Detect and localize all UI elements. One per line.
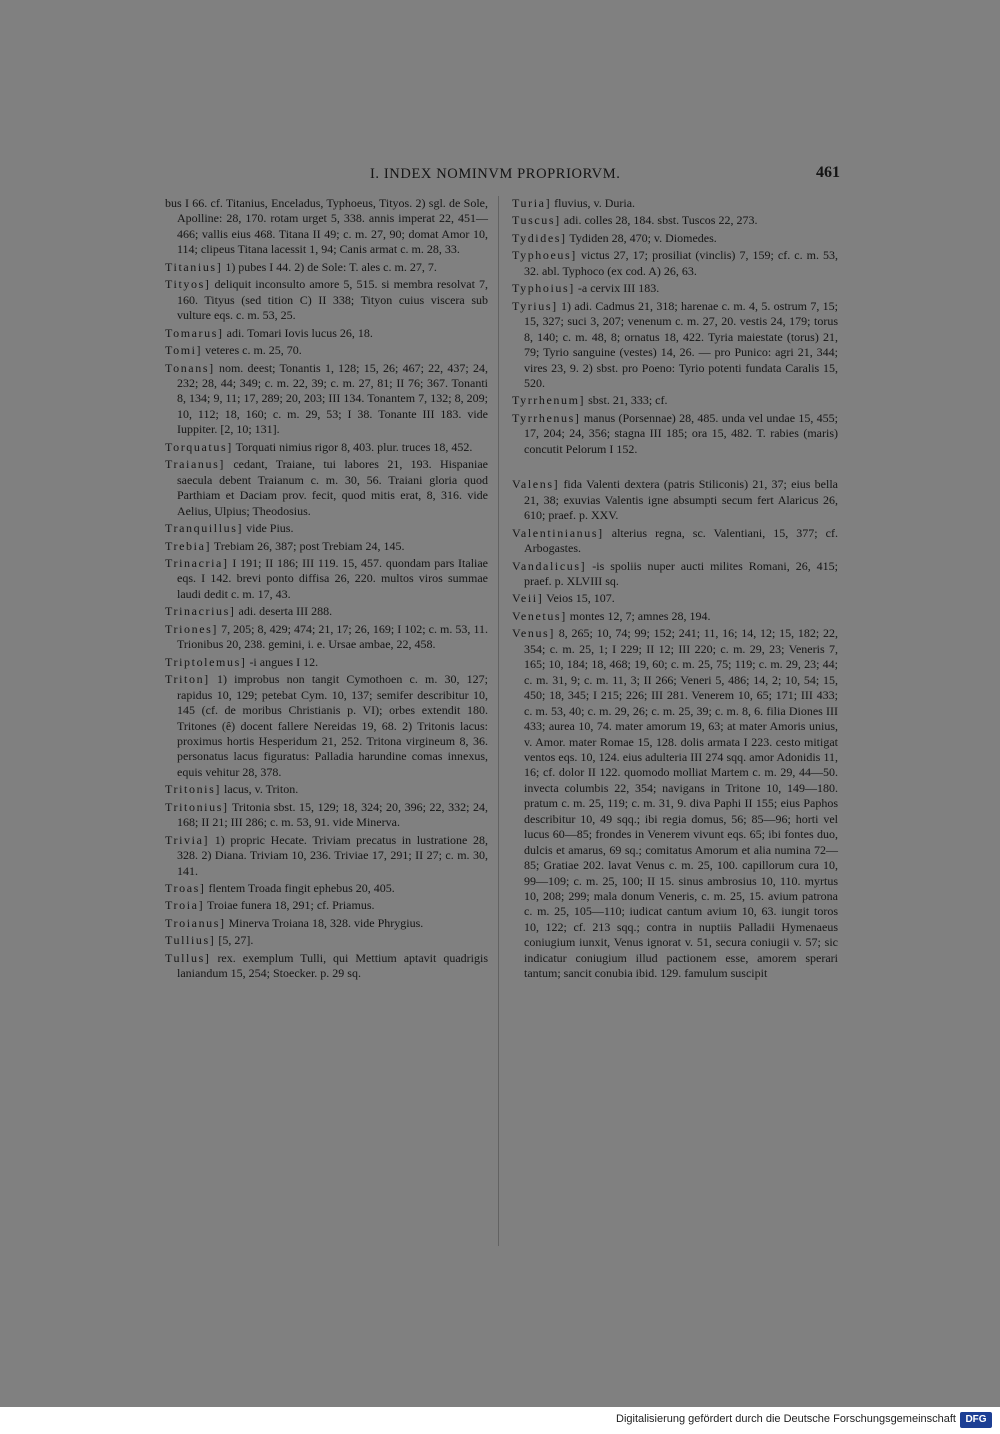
entry-text: fida Valenti dextera (patris Stiliconis) 21, 37; eius bella 21, 38; exuvias Valentis igne absumpti secum fert Alaricus 26, 610; praef. p. XXV.	[524, 477, 838, 523]
entry-lemma: Tritonis]	[165, 782, 221, 797]
entry-lemma: Trebia]	[165, 538, 212, 553]
index-entry	[165, 343, 488, 358]
entry-lemma: Venus]	[512, 626, 555, 641]
index-entry	[165, 833, 488, 879]
entry-lemma: Veii]	[512, 591, 544, 606]
entry-lemma: Tomi]	[165, 343, 203, 358]
entry-text: sbst. 21, 333; cf.	[588, 393, 668, 408]
entry-lemma: Tydides]	[512, 230, 567, 245]
entry-text: Tritonia sbst. 15, 129; 18, 324; 20, 396; 22, 332; 24, 168; II 21; III 286; c. m. 53, 91. vide Minerva.	[177, 799, 488, 830]
entry-text: Minerva Troiana 18, 328. vide Phrygius.	[228, 915, 424, 930]
entry-text: -i angues I 12.	[249, 654, 319, 669]
entry-lemma: Troas]	[165, 881, 206, 896]
index-entry	[165, 361, 488, 438]
index-entry	[512, 526, 838, 557]
entry-text: vide Pius.	[246, 521, 294, 536]
entry-text: rex. exemplum Tulli, qui Mettium aptavit quadrigis laniandum 15, 254; Stoecker. p. 29 sq.	[177, 950, 488, 981]
entry-text: manus (Porsennae) 28, 485. unda vel undae 15, 455; 17, 204; 24, 356; stagna III 185; ora 15, 482. T. rabies (maris) concutit Pelorum I 152.	[524, 410, 838, 456]
index-entry	[165, 898, 488, 913]
entry-lemma: Triones]	[165, 621, 219, 636]
entry-text: deliquit inconsulto amore 5, 515. si membra resolvat 7, 160. Tityus (sed tition C) II 338; Tityon cuius viscera sub vulture eqs. c. m. 53, 25.	[177, 277, 489, 323]
entry-lemma: Troia]	[165, 898, 205, 913]
index-column-right	[512, 196, 838, 984]
entry-text: Veios 15, 107.	[546, 591, 615, 606]
index-entry	[165, 655, 488, 670]
index-entry	[512, 393, 838, 408]
entry-lemma: Tyrrhenum]	[512, 393, 586, 408]
index-entry	[512, 213, 838, 228]
entry-lemma: Tyrrhenus]	[512, 410, 581, 425]
entry-text: -is spoliis nuper aucti milites Romani, 26, 415; praef. p. XLVIII sq.	[524, 558, 839, 588]
entry-lemma: Titanius]	[165, 259, 223, 274]
entry-text: 1) improbus non tangit Cymothoen c. m. 30, 127; rapidus 10, 129; petebat Cym. 10, 137; semifer describitur 10, 145 (cf. de moribus Christianis p. VI); orbes extendit 180. Tritones (ê) docent fallere Nereidas 19, 68. 2) Tritonis lacus: proximus hortis Hesperidum 21, 252. Tritona virgineum 8, 36. personatus lacus figuratus: Palladia harundine comas innexus, equis vehitur 28, 378.	[177, 672, 489, 779]
entry-text: veteres c. m. 25, 70.	[205, 343, 302, 358]
entry-text: 1) pubes I 44. 2) de Sole: T. ales c. m. 27, 7.	[225, 259, 437, 274]
entry-text: [5, 27].	[218, 933, 254, 948]
index-entry	[165, 457, 488, 519]
entry-text: I 191; II 186; III 119. 15, 457. quondam pars Italiae eqs. I 142. brevi ponto diffisa 26, 220. multos viros summae laudi dedit c. m. 17, 43.	[177, 555, 489, 601]
entry-lemma: Tonans]	[165, 360, 215, 375]
entry-text: Tydiden 28, 470; v. Diomedes.	[569, 230, 717, 245]
index-entry	[512, 591, 838, 606]
entry-text: fluvius, v. Duria.	[554, 196, 636, 210]
entry-lemma: Valens]	[512, 477, 560, 492]
entry-lemma: Tyrius]	[512, 298, 558, 313]
entry-lemma: Turia]	[512, 196, 552, 210]
entry-lemma: Tullius]	[165, 933, 216, 948]
index-entry	[512, 626, 838, 981]
index-entry	[512, 248, 838, 279]
entry-lemma: Tuscus]	[512, 213, 561, 228]
column-divider	[498, 196, 499, 1246]
entry-text: 7, 205; 8, 429; 474; 21, 17; 26, 169; I 102; c. m. 53, 11. Trionibus 20, 238. gemini, i. e. Ursae ambae, 22, 458.	[177, 621, 489, 652]
entry-text: flentem Troada fingit ephebus 20, 405.	[208, 881, 395, 896]
entry-text: adi. deserta III 288.	[238, 604, 333, 619]
entry-lemma: Trinacrius]	[165, 604, 236, 619]
index-entry	[165, 881, 488, 896]
entry-lemma: Typhoius]	[512, 281, 575, 296]
index-entry	[165, 277, 488, 323]
entry-text: nom. deest; Tonantis 1, 128; 15, 26; 467; 22, 437; 24, 232; 28, 44; 349; c. m. 22, 39; c. m. 27, 81; II 76; 367. Tonanti 8, 134; 9, 11; 17, 289; 20, 203; III 134. Tonantem 7, 132; 8, 209; 10, 112; 18, 160; c. m. 29, 53; I 38. Tonante III 183. vide Iuppiter. [2, 10; 131].	[177, 360, 488, 437]
entry-lemma: Torquatus]	[165, 439, 233, 454]
index-entry	[165, 933, 488, 948]
entry-text: victus 27, 17; prosiliat (vinclis) 7, 159; cf. c. m. 53, 32. abl. Typhoco (ex cod. A) 26, 63.	[524, 248, 838, 278]
index-entry	[165, 521, 488, 536]
entry-text: adi. colles 28, 184. sbst. Tuscos 22, 273.	[563, 213, 758, 228]
index-entry	[512, 231, 838, 246]
entry-lemma: Valentinianus]	[512, 525, 604, 540]
index-entry	[165, 196, 488, 258]
index-entry	[512, 281, 838, 296]
entry-lemma: Vandalicus]	[512, 558, 587, 573]
entry-lemma: Tomarus]	[165, 325, 224, 340]
entry-lemma: Triton]	[165, 672, 210, 687]
entry-text: alterius regna, sc. Valentiani, 15, 377; cf. Arbogastes.	[524, 525, 838, 556]
entry-text: montes 12, 7; amnes 28, 194.	[569, 608, 711, 623]
index-entry	[165, 916, 488, 931]
index-entry	[512, 299, 838, 392]
entry-lemma: Troianus]	[165, 915, 226, 930]
entry-text: lacus, v. Triton.	[223, 782, 299, 797]
index-entry	[165, 539, 488, 554]
index-entry	[512, 559, 838, 590]
entry-text: bus I 66. cf. Titanius, Enceladus, Typhoeus, Tityos. 2) sgl. de Sole, Apolline: 28, 170. rotam urget 5, 338. annis imperat 22, 451—466; vallis eius 468. Titana II 49; c. m. 27, 90; domat Amor 10, 114; clipeus Titana lacessit 1, 94; Canis armat c. m. 28, 33.	[165, 196, 488, 257]
index-entry	[165, 800, 488, 831]
entry-text: Torquati nimius rigor 8, 403. plur. truces 18, 452.	[235, 439, 473, 454]
entry-text: -a cervix III 183.	[577, 281, 660, 296]
entry-text: Troiae funera 18, 291; cf. Priamus.	[206, 898, 375, 913]
entry-lemma: Tritonius]	[165, 799, 229, 814]
running-title: I. INDEX NOMINVM PROPRIORVM.	[370, 166, 621, 182]
dfg-logo: DFG	[960, 1412, 992, 1428]
index-entry	[165, 260, 488, 275]
index-entry	[165, 604, 488, 619]
entry-text: 1) propric Hecate. Triviam precatus in lustratione 28, 328. 2) Diana. Triviam 10, 236. Triviae 17, 291; II 27; c. m. 30, 141.	[177, 832, 489, 878]
funding-notice: Digitalisierung gefördert durch die Deutsche Forschungsgemeinschaft	[616, 1413, 956, 1425]
entry-text: cedant, Traiane, tui labores 21, 193. Hispaniae saecula debent Traianum c. m. 30, 56. Traiani gloria quod Parthiam et Daciam prov. fecit, quod mitis erat, 8, 316. vide Aelius, Ulpius; Theodosius.	[177, 457, 488, 518]
running-header	[160, 166, 850, 190]
entry-text: Trebiam 26, 387; post Trebiam 24, 145.	[213, 538, 405, 553]
index-entry	[512, 477, 838, 523]
entry-lemma: Tityos]	[165, 277, 211, 292]
index-entry	[512, 411, 838, 457]
entry-text: 8, 265; 10, 74; 99; 152; 241; 11, 16; 14, 12; 15, 182; 22, 354; c. m. 25, 1; I 229; II 12; III 220; c. m. 29, 23; Veneris 7, 165; 10, 184; 18, 468; 19, 60; c. m. 25, 75; 119; c. m. 29, 23; 44; c. m. 31, 9; c. m. 11, 3; II 266; Veneri 5, 486; 14, 2; 10, 54; 15, 450; 18, 345; I 215; 226; III 281. Venerem 10, 65; 171; III 433; c. m. 53, 40; c. m. 29, 26; c. m. 25, 39; c. m. 8, 6. filia Diones III 433; aurea 10, 74. mater amorum 19, 63; at mater Amoris unius, v. Amor. mater Romae 15, 128. dolis armata I 223. cesto mitigat ventos eqs. 10, 124. eius adulteria III 274 sqq. amor Adonidis 11, 16; cf. dolor II 122. quomodo molliat Martem c. m. 29, 44—50. invecta columbis 22, 354; navigans in Tritone 10, 149—180. pratum c. m. 25, 119; c. m. 31, 9. diva Paphi II 155; eius Paphos describitur 10, 49 sqq.; ibi regia domus, 56; 85—96; horti vel lucus 60—85; frondes in Venerem vivunt eqs. 65; ibi fontes duo, dulcis et amarus, 69 sq.; comitatus Amorum et alia numina 72—85; Gratiae 202. lavat Venus c. m. 25, 100. capillorum cura 10, 99—109; c. m. 25, 100; II 15. sinus ambrosius 10, 110. myrtus 10, 208; 299; mala donum Veneris, c. m. 25, 15. avium patrona c. m. 25, 105—110; iudicat cantum avium 10, 63. iungit toros 10, 122; cf. 213 sqq.; contra in nuptiis Palladii Hymenaeus coniugium iunxit, Venus ignorat v. 51, secura coniugii v. 57; sic indicatur coniugium illud pactionem esse, amorem sperari tantum; sancit conubia ibid. 129. famulum suscipit	[524, 626, 838, 981]
index-entry	[165, 672, 488, 780]
index-entry	[165, 622, 488, 653]
entry-lemma: Trivia]	[165, 832, 210, 847]
index-entry	[165, 951, 488, 982]
index-entry	[165, 440, 488, 455]
index-entry	[165, 326, 488, 341]
index-entry	[165, 556, 488, 602]
index-entry	[512, 609, 838, 624]
page-number: 461	[816, 164, 840, 181]
entry-lemma: Triptolemus]	[165, 654, 247, 669]
entry-lemma: Traianus]	[165, 457, 225, 472]
digitization-footer	[0, 1407, 1000, 1434]
entry-lemma: Venetus]	[512, 608, 567, 623]
index-column-left	[165, 196, 488, 984]
entry-lemma: Typhoeus]	[512, 248, 577, 263]
entry-lemma: Tullus]	[165, 950, 211, 965]
index-entry	[512, 196, 838, 211]
index-entry	[165, 782, 488, 797]
entry-lemma: Tranquillus]	[165, 521, 244, 536]
entry-text: 1) adi. Cadmus 21, 318; harenae c. m. 4, 5. ostrum 7, 15; 15, 327; suci 3, 207; venenum c. m. 27, 20. vestis 24, 179; torus 8, 140; c. m. 48, 8; ornatus 18, 422. Tyria maiestate (torus) 21, 79; Tyrio sanguine (vestes) 14, 26. — pro Punico: agri 21, 344; vires 23, 9. 2) sbst. pro Poeno: Tyrio potenti fundata Caralis 15, 520.	[524, 298, 839, 390]
entry-lemma: Trinacria]	[165, 555, 229, 570]
entry-text: adi. Tomari Iovis lucus 26, 18.	[226, 325, 373, 340]
